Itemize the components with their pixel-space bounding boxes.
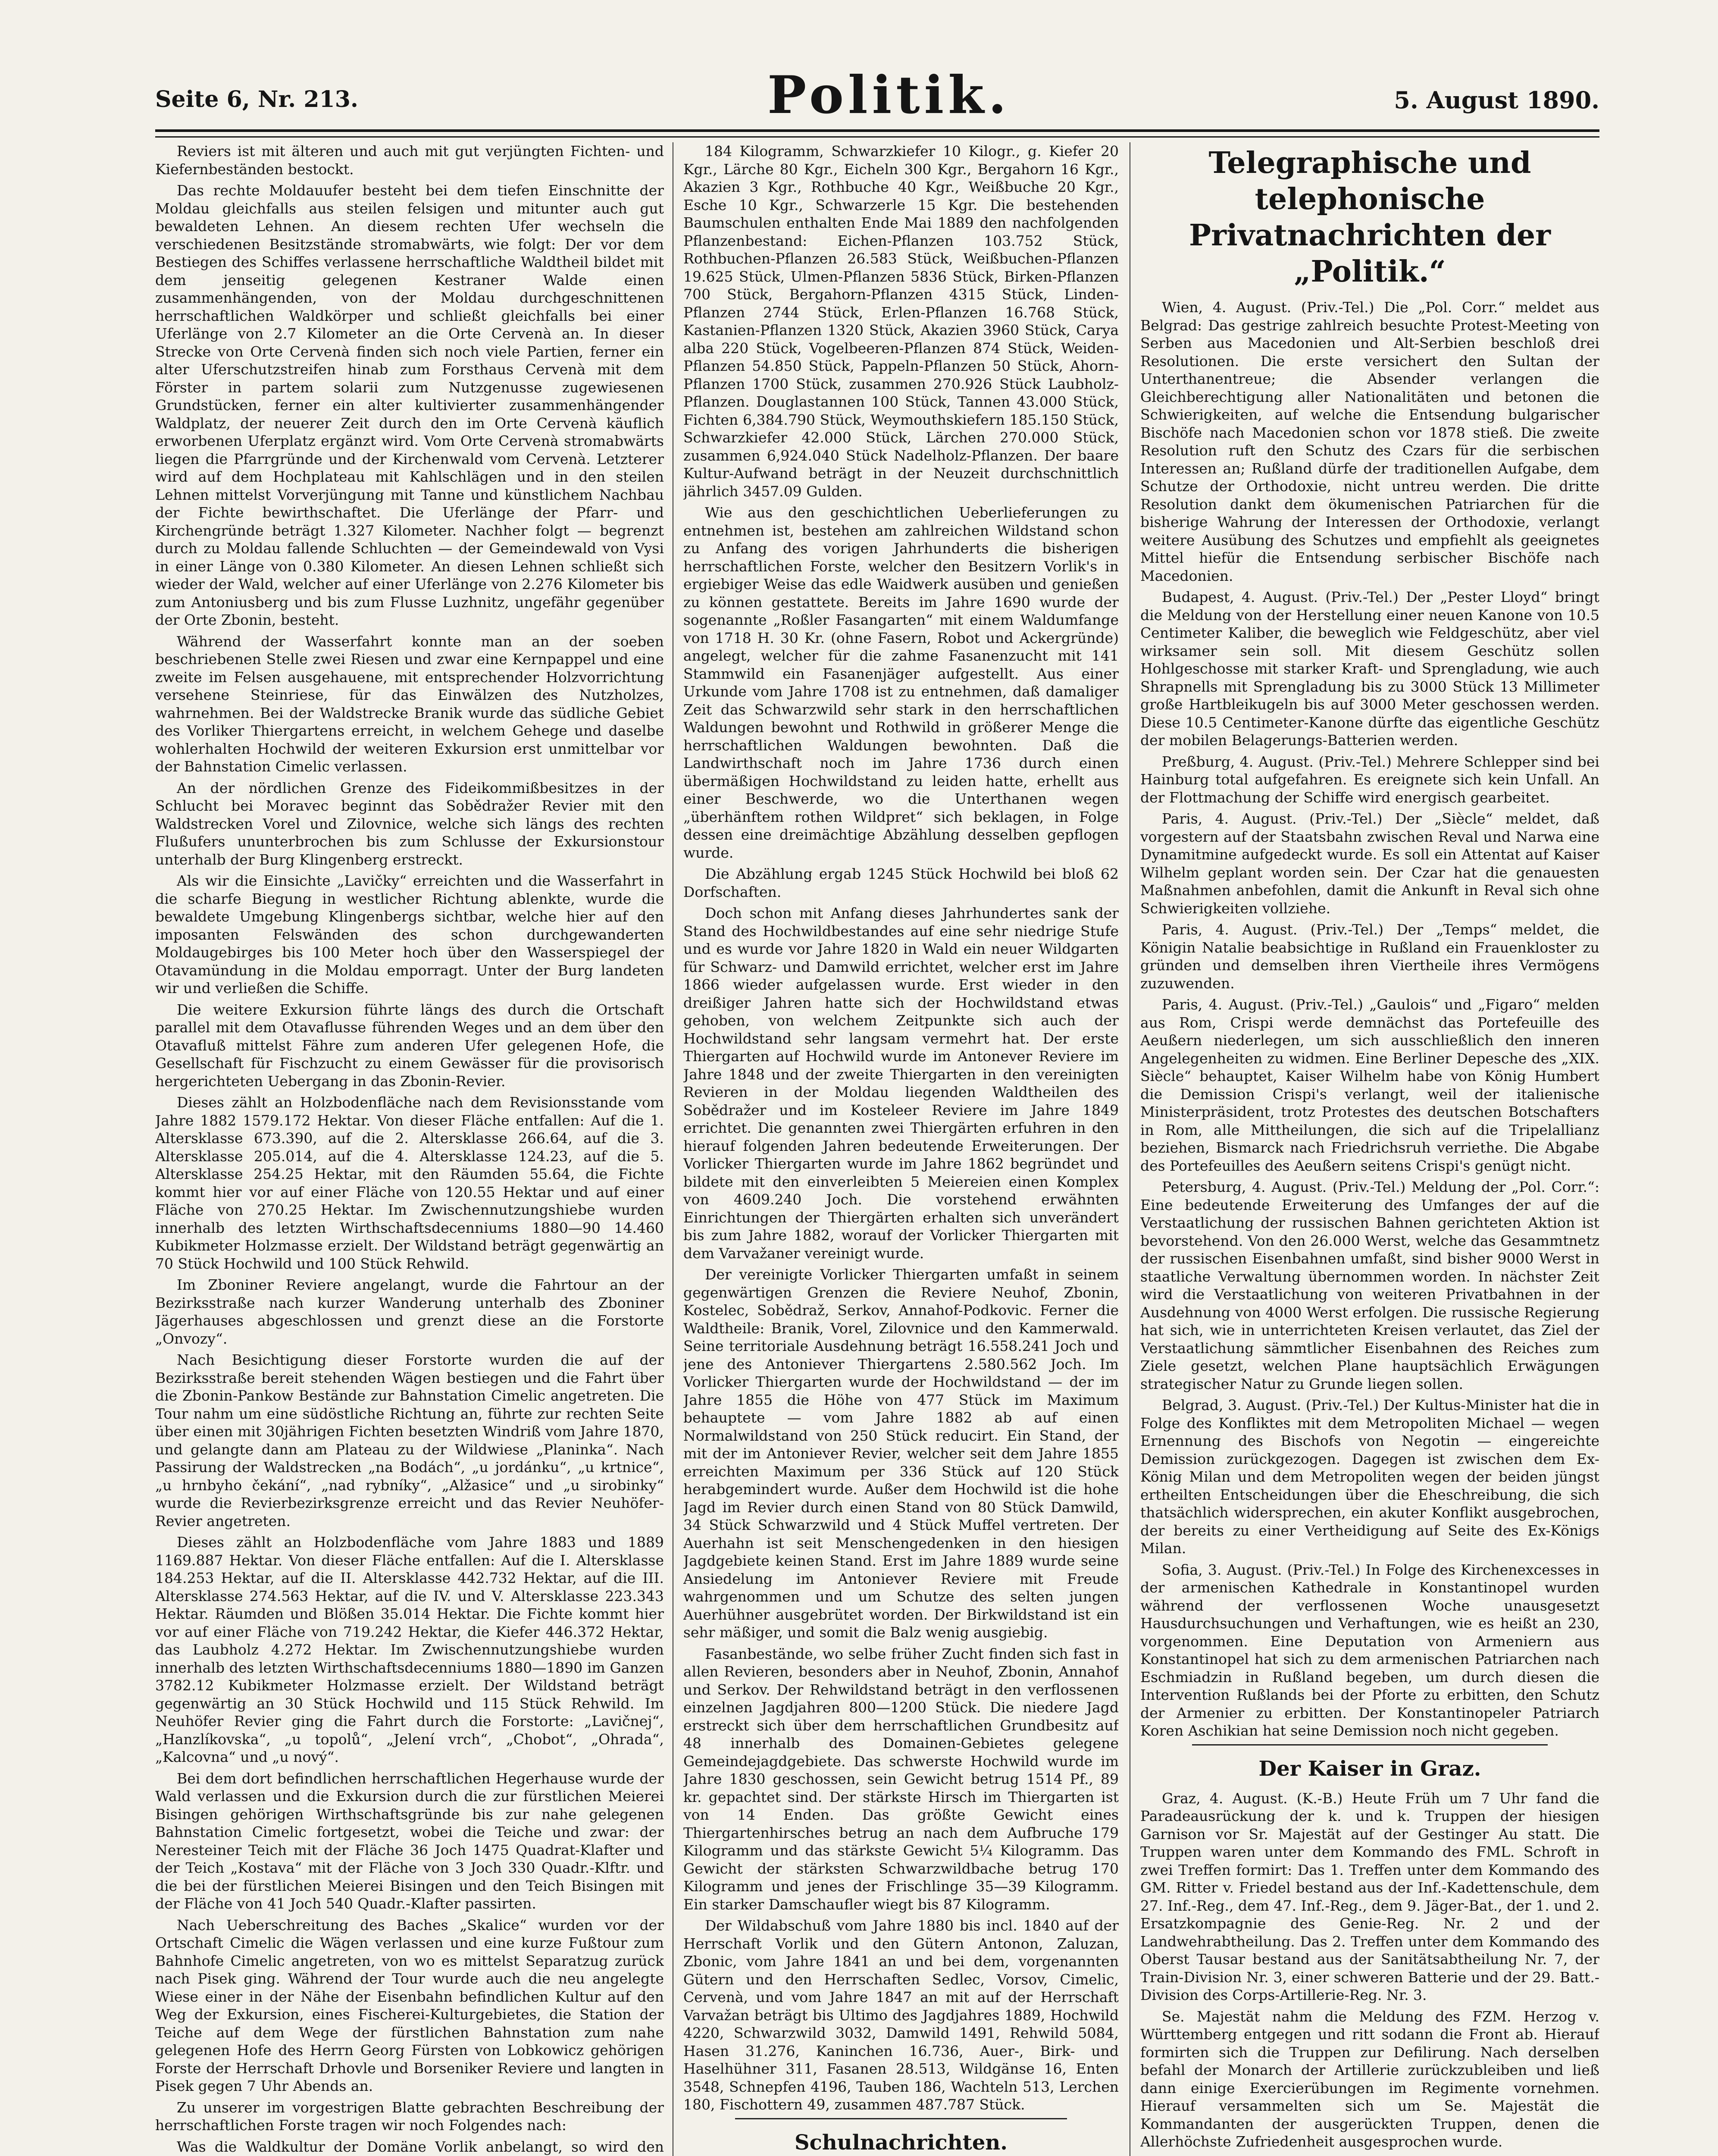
masthead xyxy=(155,65,1599,125)
article-paragraph: Wie aus den geschichtlichen Ueberlieferungen zu entnehmen ist, bestehen am zahlreichen Wildstand schon zu Anfang des vorigen Jahrhunderts die bisherigen herrschaftlichen Forste, welcher den Besitzern Vorlik's in ergiebiger Weise das edle Waidwerk ausüben und genießen zu können gestattete. Bereits im Jahre 1690 wurde der sogenannte „Roßler Fasangarten“ mit einem Waldumfange von 1718 H. 30 Kr. (ohne Fasern, Robot und Ackergründe) angelegt, welcher für die zahme Fasanenzucht mit 141 Stammwild ein Fasanenjäger aufgestellt. Aus einer Urkunde vom Jahre 1708 ist zu entnehmen, daß damaliger Zeit das Schwarzwild sehr stark in den herrschaftlichen Waldungen bewohnt und Rothwild in größerer Menge die herrschaftlichen Waldungen bewohnten. Daß die Landwirthschaft noch im Jahre 1736 durch einen übermäßigen Hochwildstand zu leiden hatte, erhellt aus einer Beschwerde, wo die Unterthanen wegen „überhänftem rothen Wildpret“ sich beklagen, in Folge dessen eine dreimächtige Abzählung desselben gepflogen wurde. xyxy=(683,504,1119,861)
article-paragraph: Der vereinigte Vorlicker Thiergarten umfaßt in seinem gegenwärtigen Grenzen die Reviere Neuhof, Zbonin, Kostelec, Sobědraž, Serkov, Annahof-Podkovic. Ferner die Waldtheile: Branik, Vorel, Zilovnice und den Kammerwald. Seine territoriale Ausdehnung beträgt 16.558.241 Joch und jene des Antoniever Thiergartens 2.580.562 Joch. Im Vorlicker Thiergarten wurde der Hochwildstand — der im Jahre 1855 die Höhe von 477 Stück im Maximum behauptete — vom Jahre 1882 ab auf einen Normalwildstand von 250 Stück reducirt. Ein Stand, der mit der im Antoniever Revier, welcher seit dem Jahre 1855 erreichten Maximum per 336 Stück auf 120 Stück herabgemindert wurde. Außer dem Hochwild ist die hohe Jagd im Revier durch einen Stand von 80 Stück Damwild, 34 Stück Schwarzwild und 4 Stück Muffel vertreten. Der Auerhahn ist seit Menschengedenken in den hiesigen Jagdgebiete keinen Stand. Erst im Jahre 1889 wurde seine Ansiedelung im Antoniever Reviere mit Freude wahrgenommen und um Schutze des selten jungen Auerhühner ausgebrütet worden. Der Birkwildstand ist ein sehr mäßiger, und somit die Balz wenig ausgiebig. xyxy=(683,1266,1119,1641)
column-2 xyxy=(683,142,1119,2156)
section-heading: Der Kaiser in Graz. xyxy=(1258,1756,1481,1781)
article-paragraph: Wien, 4. August. (Priv.-Tel.) Die „Pol. Corr.“ meldet aus Belgrad: Das gestrige zahlreich besuchte Protest-Meeting von Serben aus Macedonien und Alt-Serbien beschloß drei Resolutionen. Die erste versichert den Sultan der Unterthanentreue; die Absender verlangen die Gleichberechtigung aller Nationalitäten und betonen die Schwierigkeiten, auf welche die Entsendung bulgarischer Bischöfe nach Macedonien schon vor 1878 stieß. Die zweite Resolution ruft den Schutz des Czars für die serbischen Interessen an; Rußland dürfe der traditionellen Aufgabe, dem Schutze der Orthodoxie, nicht untreu werden. Die dritte Resolution dankt dem ökumenischen Patriarchen für die bisherige Wahrung der Interessen der Orthodoxie, verlangt weitere Ausübung des Schutzes und empfiehlt als geeignetes Mittel hiefür die Entsendung serbischer Bischöfe nach Macedonien. xyxy=(1140,299,1599,584)
article-paragraph: Bei dem dort befindlichen herrschaftlichen Hegerhause wurde der Wald verlassen und die Exkursion durch die zur fürstlichen Meierei Bisingen gehörigen Wirthschaftsgründe bis zur nahe gelegenen Bahnstation Cimelic fortgesetzt, wobei die Teiche und zwar: der Neresteiner Teich mit der Fläche 36 Joch 1475 Quadrat-Klafter und der Teich „Kostava“ mit der Fläche von 3 Joch 330 Quadr.-Klftr. und die bei der fürstlichen Meierei Bisingen und den Teich Bisingen mit der Fläche von 41 Joch 540 Quadr.-Klafter passirten. xyxy=(155,1770,664,1912)
header-rule xyxy=(155,129,1599,138)
article-paragraph: Doch schon mit Anfang dieses Jahrhundertes sank der Stand des Hochwildbestandes auf eine sehr niedrige Stufe und es wurde vor Jahre 1820 in Wald ein neuer Wildgarten für Schwarz- und Damwild errichtet, welcher erst im Jahre 1866 wieder aufgelassen wurde. Erst wieder in den dreißiger Jahren hatte sich der Hochwildstand etwas gehoben, von welchem Zeitpunkte sich auch der Hochwildstand sehr langsam vermehrt hat. Der erste Thiergarten auf Hochwild wurde im Antonever Reviere im Jahre 1848 und der zweite Thiergarten in den vereinigten Revieren in der Moldau liegenden Waldtheilen des Sobědražer und im Kosteleer Reviere im Jahre 1849 errichtet. Die genannten zwei Thiergärten erfuhren in den hierauf folgenden Jahren bedeutende Erweiterungen. Der Vorlicker Thiergarten wurde im Jahre 1862 begründet und bildete mit den einverleibten 5 Meiereien einen Komplex von 4609.240 Joch. Die vorstehend erwähnten Einrichtungen der Thiergärten erhalten sich unverändert bis zum Jahre 1882, worauf der Vorlicker Thiergarten mit dem Varvažaner vereinigt wurde. xyxy=(683,905,1119,1262)
article-paragraph: An der nördlichen Grenze des Fideikommißbesitzes in der Schlucht bei Moravec beginnt das Sobědražer Revier mit den Waldstrecken Vorel und Zilovnice, welche sich längs des rechten Flußufers ununterbrochen bis zum Schlusse der Exkursionstour unterhalb der Burg Klingenberg erstreckt. xyxy=(155,779,664,868)
article-paragraph: 184 Kilogramm, Schwarzkiefer 10 Kilogr., g. Kiefer 20 Kgr., Lärche 80 Kgr., Eicheln 300 Kgr., Bergahorn 16 Kgr., Akazien 3 Kgr., Rothbuche 40 Kgr., Weißbuche 20 Kgr., Esche 10 Kgr., Schwarzerle 15 Kgr. Die bestehenden Baumschulen enthalten Ende Mai 1889 den nachfolgenden Pflanzenbestand: Eichen-Pflanzen 103.752 Stück, Rothbuchen-Pflanzen 26.583 Stück, Weißbuchen-Pflanzen 19.625 Stück, Ulmen-Pflanzen 5836 Stück, Birken-Pflanzen 700 Stück, Bergahorn-Pflanzen 4315 Stück, Linden-Pflanzen 2744 Stück, Erlen-Pflanzen 16.768 Stück, Kastanien-Pflanzen 1320 Stück, Akazien 3960 Stück, Carya alba 220 Stück, Vogelbeeren-Pflanzen 874 Stück, Weiden-Pflanzen 54.850 Stück, Pappeln-Pflanzen 50 Stück, Ahorn-Pflanzen 1700 Stück, zusammen 270.926 Stück Laubholz-Pflanzen. Douglastannen 100 Stück, Tannen 43.000 Stück, Fichten 6,384.790 Stück, Weymouthskiefern 185.150 Stück, Schwarzkiefer 42.000 Stück, Lärchen 270.000 Stück, zusammen 6,924.040 Stück Nadelholz-Pflanzen. Der baare Kultur-Aufwand beträgt in der Neuzeit durchschnittlich jährlich 3457.09 Gulden. xyxy=(683,143,1119,500)
article-paragraph: Sofia, 3. August. (Priv.-Tel.) In Folge des Kirchenexcesses in der armenischen Kathedrale in Konstantinopel wurden während der verflossenen Woche unausgesetzt Hausdurchsuchungen und Verhaftungen, wie es heißt an 230, vorgenommen. Eine Deputation von Armeniern aus Konstantinopel hat sich zu dem armenischen Patriarchen nach Eschmiadzin in Rußland begeben, um durch diesen die Intervention Rußlands bei der Pforte zu erbitten, den Schutz der Armenier zu erbitten. Der Konstantinopeler Patriarch Koren Aschikian hat seine Demission noch nicht gegeben. xyxy=(1140,1561,1599,1739)
page-number-label: Seite 6, Nr. 213. xyxy=(155,86,358,113)
article-paragraph: Nach Ueberschreitung des Baches „Skalice“ wurden vor der Ortschaft Cimelic die Wägen verlassen und eine kurze Fußtour zum Bahnhofe Cimelic angetreten, von wo es mittelst Separatzug zurück nach Pisek ging. Während der Tour wurde auch die neu angelegte Wiese einer in der Nähe der Eisenbahn befindlichen Kultur auf den Weg der Exkursion, eines Fischerei-Kulturgebietes, die Station der Teiche auf dem Wege der fürstlichen Bahnstation zum nahe gelegenen Hofe des Herrn Georg Fürsten von Lobkowicz gehörigen Forste der Herrschaft Drhovle und Borseniker Reviere und langten in Pisek gegen 7 Uhr Abends an. xyxy=(155,1916,664,2094)
article-paragraph: Zu unserer im vorgestrigen Blatte gebrachten Beschreibung der herrschaftlichen Forste tragen wir noch Folgendes nach: xyxy=(155,2099,664,2134)
issue-date: 5. August 1890. xyxy=(1394,86,1599,114)
article-paragraph: Während der Wasserfahrt konnte man an der soeben beschriebenen Stelle zwei Riesen und zwar eine Kernpappel und eine zweite im Felsen ausgehauene, mit entsprechender Holzvorrichtung versehene Steinriese, für das Einwälzen des Nutzholzes, wahrnehmen. Bei der Waldstrecke Branik wurde das südliche Gebiet des Vorliker Thiergartens erreicht, in welchem Gehege und daselbe wohlerhalten Hochwild der weiteren Exkursion erst unmittelbar vor der Bahnstation Cimelic verlassen. xyxy=(155,633,664,775)
article-paragraph: Paris, 4. August. (Priv.-Tel.) Der „Siècle“ meldet, daß vorgestern auf der Staatsbahn zwischen Reval und Narwa eine Dynamitmine aufgedeckt wurde. Es soll ein Attentat auf Kaiser Wilhelm geplant worden sein. Der Czar hat die genauesten Maßnahmen anbefohlen, damit die Ankunft in Reval sich ohne Schwierigkeiten vollziehe. xyxy=(1140,810,1599,917)
article-paragraph: Reviers ist mit älteren und auch mit gut verjüngten Fichten- und Kiefernbeständen bestockt. xyxy=(155,143,664,178)
article-paragraph: Graz, 4. August. (K.-B.) Heute Früh um 7 Uhr fand die Paradeausrückung der k. und k. Truppen der hiesigen Garnison vor Sr. Majestät auf der Gestinger Au statt. Die Truppen waren unter dem Kommando des FML. Schroft in zwei Treffen formirt: Das 1. Treffen unter dem Kommando des GM. Ritter v. Friedel bestand aus der Inf.-Kadettenschule, dem 27. Inf.-Reg., dem 47. Inf.-Reg., dem 9. Jäger-Bat., der 1. und 2. Ersatzkompagnie des Genie-Reg. Nr. 2 und der Landwehrabtheilung. Das 2. Treffen unter dem Kommando des Oberst Tausar bestand aus der Sanitätsabtheilung Nr. 7, der Train-Division Nr. 3, einer schweren Batterie und der 29. Batt.-Division des Corps-Artillerie-Reg. Nr. 3. xyxy=(1140,1789,1599,2003)
article-paragraph: Als wir die Einsichte „Lavičky“ erreichten und die Wasserfahrt in die scharfe Biegung in westlicher Richtung ablenkte, wurde die bewaldete Umgebung Klingenbergs sichtbar, welche hier auf den imposanten Felswänden des schon durchgewanderten Moldaugebirges bis 100 Meter hoch über den Wasserspiegel der Otavamündung in die Moldau emporragt. Unter der Burg landeten wir und verließen die Schiffe. xyxy=(155,872,664,997)
section-heading: Telegraphische und telephonische Privatnachrichten der „Politik.“ xyxy=(1189,146,1551,289)
article-paragraph: Preßburg, 4. August. (Priv.-Tel.) Mehrere Schlepper sind bei Hainburg total aufgefahren. Es ereignete sich kein Unfall. An der Flottmachung der Schiffe wird energisch gearbeitet. xyxy=(1140,753,1599,806)
section-separator xyxy=(1192,1744,1548,1745)
column-3 xyxy=(1140,142,1599,2156)
section-separator xyxy=(735,2118,1067,2119)
column-1 xyxy=(155,142,664,2156)
article-paragraph: Dieses zählt an Holzbodenfläche vom Jahre 1883 und 1889 1169.887 Hektar. Von dieser Fläche entfallen: Auf die I. Altersklasse 184.253 Hektar, auf die II. Altersklasse 442.732 Hektar, auf die III. Altersklasse 274.563 Hektar, auf die IV. und V. Altersklasse 223.343 Hektar. Räumden und Blößen 35.014 Hektar. Die Fichte kommt hier vor auf einer Fläche von 719.242 Hektar, die Kiefer 446.372 Hektar, das Laubholz 4.272 Hektar. Im Zwischennutzungshiebe wurden innerhalb des letzten Wirthschaftsdecenniums 1880—1890 im Ganzen 3782.12 Kubikmeter Holzmasse erzielt. Der Wildstand beträgt gegenwärtig an 30 Stück Hochwild und 115 Stück Rehwild. Im Neuhöfer Revier ging die Fahrt durch die Forstorte: „Lavičnej“, „Hanzlíkovska“, „u topolů“, „Jelení vrch“, „Chobot“, „Ohrada“, „Kalcovna“ und „u nový“. xyxy=(155,1534,664,1765)
article-paragraph: Der Wildabschuß vom Jahre 1880 bis incl. 1840 auf der Herrschaft Vorlik und den Gütern Antonon, Zaluzan, Zbonic, vom Jahre 1841 an und bei dem, vorgenannten Gütern und den Herrschaften Sedlec, Vorsov, Cimelic, Cervenà, und vom Jahre 1847 an mit auf der Herrschaft Varvažan beträgt bis Ultimo des Jagdjahres 1889, Hochwild 4220, Schwarzwild 3032, Damwild 1491, Rehwild 5084, Hasen 31.276, Kaninchen 16.736, Auer-, Birk- und Haselhühner 311, Fasanen 28.513, Wildgänse 16, Enten 3548, Schnepfen 4196, Tauben 186, Wachteln 513, Lerchen 180, Fischottern 49, zusammen 487.787 Stück. xyxy=(683,1917,1119,2113)
article-paragraph: Was die Waldkultur der Domäne Vorlik anbelangt, so wird den xyxy=(177,2138,664,2155)
section-heading: Schulnachrichten. xyxy=(794,2130,1008,2155)
article-paragraph: Budapest, 4. August. (Priv.-Tel.) Der „Pester Lloyd“ bringt die Meldung von der Herstellung einer neuen Kanone von 10.5 Centimeter Kaliber, die beweglich wie Feldgeschütz, aber viel wirksamer sein soll. Mit diesem Geschütz sollen Hohlgeschosse mit starker Kraft- und Sprengladung, wie auch Shrapnells mit Sprengladung bis zu 3000 Stück 13 Millimeter große Hartbleikugeln bis auf 3000 Meter geschossen werden. Diese 10.5 Centimeter-Kanone dürfte das eigentliche Geschütz der mobilen Belagerungs-Batterien werden. xyxy=(1140,589,1599,749)
article-paragraph: Se. Majestät nahm die Meldung des FZM. Herzog v. Württemberg entgegen und ritt sodann die Front ab. Hierauf formirten sich die Truppen zur Defilirung. Nach derselben befahl der Monarch der Artillerie zurückzubleiben und ließ dann einige Exercierübungen im Regimente vornehmen. Hierauf versammelten sich um Se. Majestät die Kommandanten der ausgerückten Truppen, denen die Allerhöchste Zufriedenheit ausgesprochen wurde. xyxy=(1140,2008,1599,2150)
article-paragraph: Fasanbestände, wo selbe früher Zucht finden sich fast in allen Revieren, besonders aber in Neuhof, Zbonin, Annahof und Serkov. Der Rehwildstand beträgt in den verflossenen einzelnen Jagdjahren 800—1200 Stück. Die niedere Jagd erstreckt sich über dem herrschaftlichen Grundbesitz auf 48 innerhalb des Domainen-Gebietes gelegene Gemeindejagdgebiete. Das schwerste Hochwild wurde im Jahre 1830 geschossen, sein Gewicht betrug 1514 Pf., 89 kr. gepachtet sind. Der stärkste Hirsch im Thiergarten ist von 14 Enden. Das größte Gewicht eines Thiergartenhirsches betrug an nach dem Aufbruche 179 Kilogramm und das stärkste Gewicht 5¼ Kilogramm. Das Gewicht der stärksten Schwarzwildbache betrug 170 Kilogramm und jenes der Frischlinge 35—39 Kilogramm. Ein starker Damschaufler wiegt bis 87 Kilogramm. xyxy=(683,1645,1119,1913)
article-paragraph: Im Zboniner Reviere angelangt, wurde die Fahrtour an der Bezirksstraße nach kurzer Wanderung unterhalb des Zboniner Jägerhauses abgeschlossen und grenzt diese an die Forstorte „Onvozy“. xyxy=(155,1276,664,1347)
article-paragraph: Belgrad, 3. August. (Priv.-Tel.) Der Kultus-Minister hat die in Folge des Konfliktes mit dem Metropoliten Michael — wegen Ernennung des Bischofs von Negotin — eingereichte Demission zurückgezogen. Dagegen ist zwischen dem Ex-König Milan und dem Metropoliten wegen der beiden jüngst ertheilten Entscheidungen über die Eheschreibung, die sich thatsächlich widersprechen, ein akuter Konflikt ausgebrochen, der bereits zu einer Vertheidigung auf Seite des Ex-Königs Milan. xyxy=(1140,1397,1599,1557)
article-paragraph: Die Abzählung ergab 1245 Stück Hochwild bei bloß 62 Dorfschaften. xyxy=(683,865,1119,900)
section-title: Politik. xyxy=(767,65,1011,125)
article-paragraph: Nach Besichtigung dieser Forstorte wurden die auf der Bezirksstraße bereit stehenden Wägen bestiegen und die Fahrt über die Zbonin-Pankow Bestände zur Bahnstation Cimelic angetreten. Die Tour nahm um eine südöstliche Richtung an, führte zur rechten Seite über einen mit 30jährigen Fichten besetzten Windriß vom Jahre 1870, und gelangte dann am Plateau zu der Wildwiese „Planinka“. Nach Passirung der Waldstrecken „na Bodách“, „u jordánku“, „u krtnice“, „u hrnbyho čekání“, „nad rybníky“, „Alžasice“ und „u sirobinky“ wurde die Revierbezirksgrenze erreicht und das Revier Neuhöfer-Revier angetreten. xyxy=(155,1351,664,1529)
article-paragraph: Das rechte Moldauufer besteht bei dem tiefen Einschnitte der Moldau gleichfalls aus steilen felsigen und mitunter auch gut bewaldeten Lehnen. An diesem rechten Ufer wechseln die verschiedenen Besitzstände stromabwärts, wie folgt: Der vor dem Bestiegen des Schiffes verlassene herrschaftliche Waldtheil bildet mit dem jenseitig gelegenen Kestraner Walde einen zusammenhängenden, von der Moldau durchgeschnittenen herrschaftlichen Waldkörper und schließt gleichfalls bei einer Uferlänge von 2.7 Kilometer an die Orte Cervenà an. In dieser Strecke von Orte Cervenà finden sich noch viele Partien, ferner ein alter Uferschutzstreifen hinab zum Forsthaus Cervenà mit dem Förster in partem solarii zum Nutzgenusse zugewiesenen Grundstücken, ferner ein alter kultivierter zusammenhängender Waldplatz, der neuerer Zeit durch den im Orte Cervenà käuflich erworbenen Uferplatz ergänzt wird. Vom Orte Cervenà stromabwärts liegen die Pfarrgründe und der Kirchenwald vom Cervenà. Letzterer wird auf dem Hochplateau mit Kahlschlägen und in den steilen Lehnen mittelst Vorverjüngung mit Tanne und künstlichem Nachbau der Fichte bewirthschaftet. Die Uferlänge der Pfarr- und Kirchengründe beträgt 1.327 Kilometer. Nachher folgt — begrenzt durch zu Moldau fallende Schluchten — der Gemeindewald von Vysi in einer Länge von 0.380 Kilometer. An diesen Lehnen schließt sich wieder der Wald, welcher auf einer Uferlänge von 2.276 Kilometer bis zum Antoniusberg und bis zum Flusse Luzhnitz, ungefähr gegenüber der Orte Zbonin, besteht. xyxy=(155,182,664,628)
article-paragraph: Petersburg, 4. August. (Priv.-Tel.) Meldung der „Pol. Corr.“: Eine bedeutende Erweiterung des Umfanges der auf die Verstaatlichung der russischen Bahnen gerichteten Aktion ist bevorstehend. Von den 26.000 Werst, welche das Gesammtnetz der russischen Eisenbahnen umfaßt, sind bisher 9000 Werst in staatliche Verwaltung übernommen worden. In nächster Zeit wird die Verstaatlichung von weiteren Privatbahnen in der Ausdehnung von 4000 Werst erfolgen. Die russische Regierung hat sich, wie in unterrichteten Kreisen verlautet, das Ziel der Verstaatlichung sämmtlicher Eisenbahnen des Reiches zum Ziele gesetzt, welchen Plane hauptsächlich Erwägungen strategischer Natur zu Grunde liegen sollen. xyxy=(1140,1178,1599,1392)
article-paragraph: Paris, 4. August. (Priv.-Tel.) „Gaulois“ und „Figaro“ melden aus Rom, Crispi werde demnächst das Portefeuille des Aeußern niederlegen, um sich ausschließlich den inneren Angelegenheiten zu widmen. Eine Berliner Depesche des „XIX. Siècle“ behauptet, Kaiser Wilhelm habe von König Humbert die Demission Crispi's verlangt, weil der italienische Ministerpräsident, trotz Protestes des deutschen Botschafters in Rom, alle Mittheilungen, die sich auf die Tripelallianz beziehen, Bismarck nach Friedrichsruh verriethe. Die Abgabe des Portefeuilles des Aeußern seitens Crispi's genügt nicht. xyxy=(1140,996,1599,1174)
article-paragraph: Paris, 4. August. (Priv.-Tel.) Der „Temps“ meldet, die Königin Natalie beabsichtige in Rußland ein Frauenkloster zu gründen und demselben ihren Viertheile ihres Vermögens zuzuwenden. xyxy=(1140,921,1599,992)
article-paragraph: Die weitere Exkursion führte längs des durch die Ortschaft parallel mit dem Otavaflusse führenden Weges und an dem über den Otavafluß mittelst Fähre zum anderen Ufer gelegenen Hofe, die Gesellschaft für Fischzucht zu einem Gewässer für die provisorisch hergerichteten Uebergang in das Zbonin-Revier. xyxy=(155,1001,664,1090)
article-paragraph: Dieses zählt an Holzbodenfläche nach dem Revisionsstande vom Jahre 1882 1579.172 Hektar. Von dieser Fläche entfallen: Auf die 1. Altersklasse 673.390, auf die 2. Altersklasse 266.64, auf die 3. Altersklasse 205.014, auf die 4. Altersklasse 124.23, auf die 5. Altersklasse 254.25 Hektar, mit den Räumden 55.64, die Fichte kommt hier vor auf einer Fläche von 120.55 Hektar und auf einer Fläche von 270.25 Hektar. Im Zwischennutzungshiebe wurden innerhalb des letzten Wirthschaftsdecenniums 1880—90 14.460 Kubikmeter Holzmasse erzielt. Der Wildstand beträgt gegenwärtig an 70 Stück Hochwild und 100 Stück Rehwild. xyxy=(155,1094,664,1272)
